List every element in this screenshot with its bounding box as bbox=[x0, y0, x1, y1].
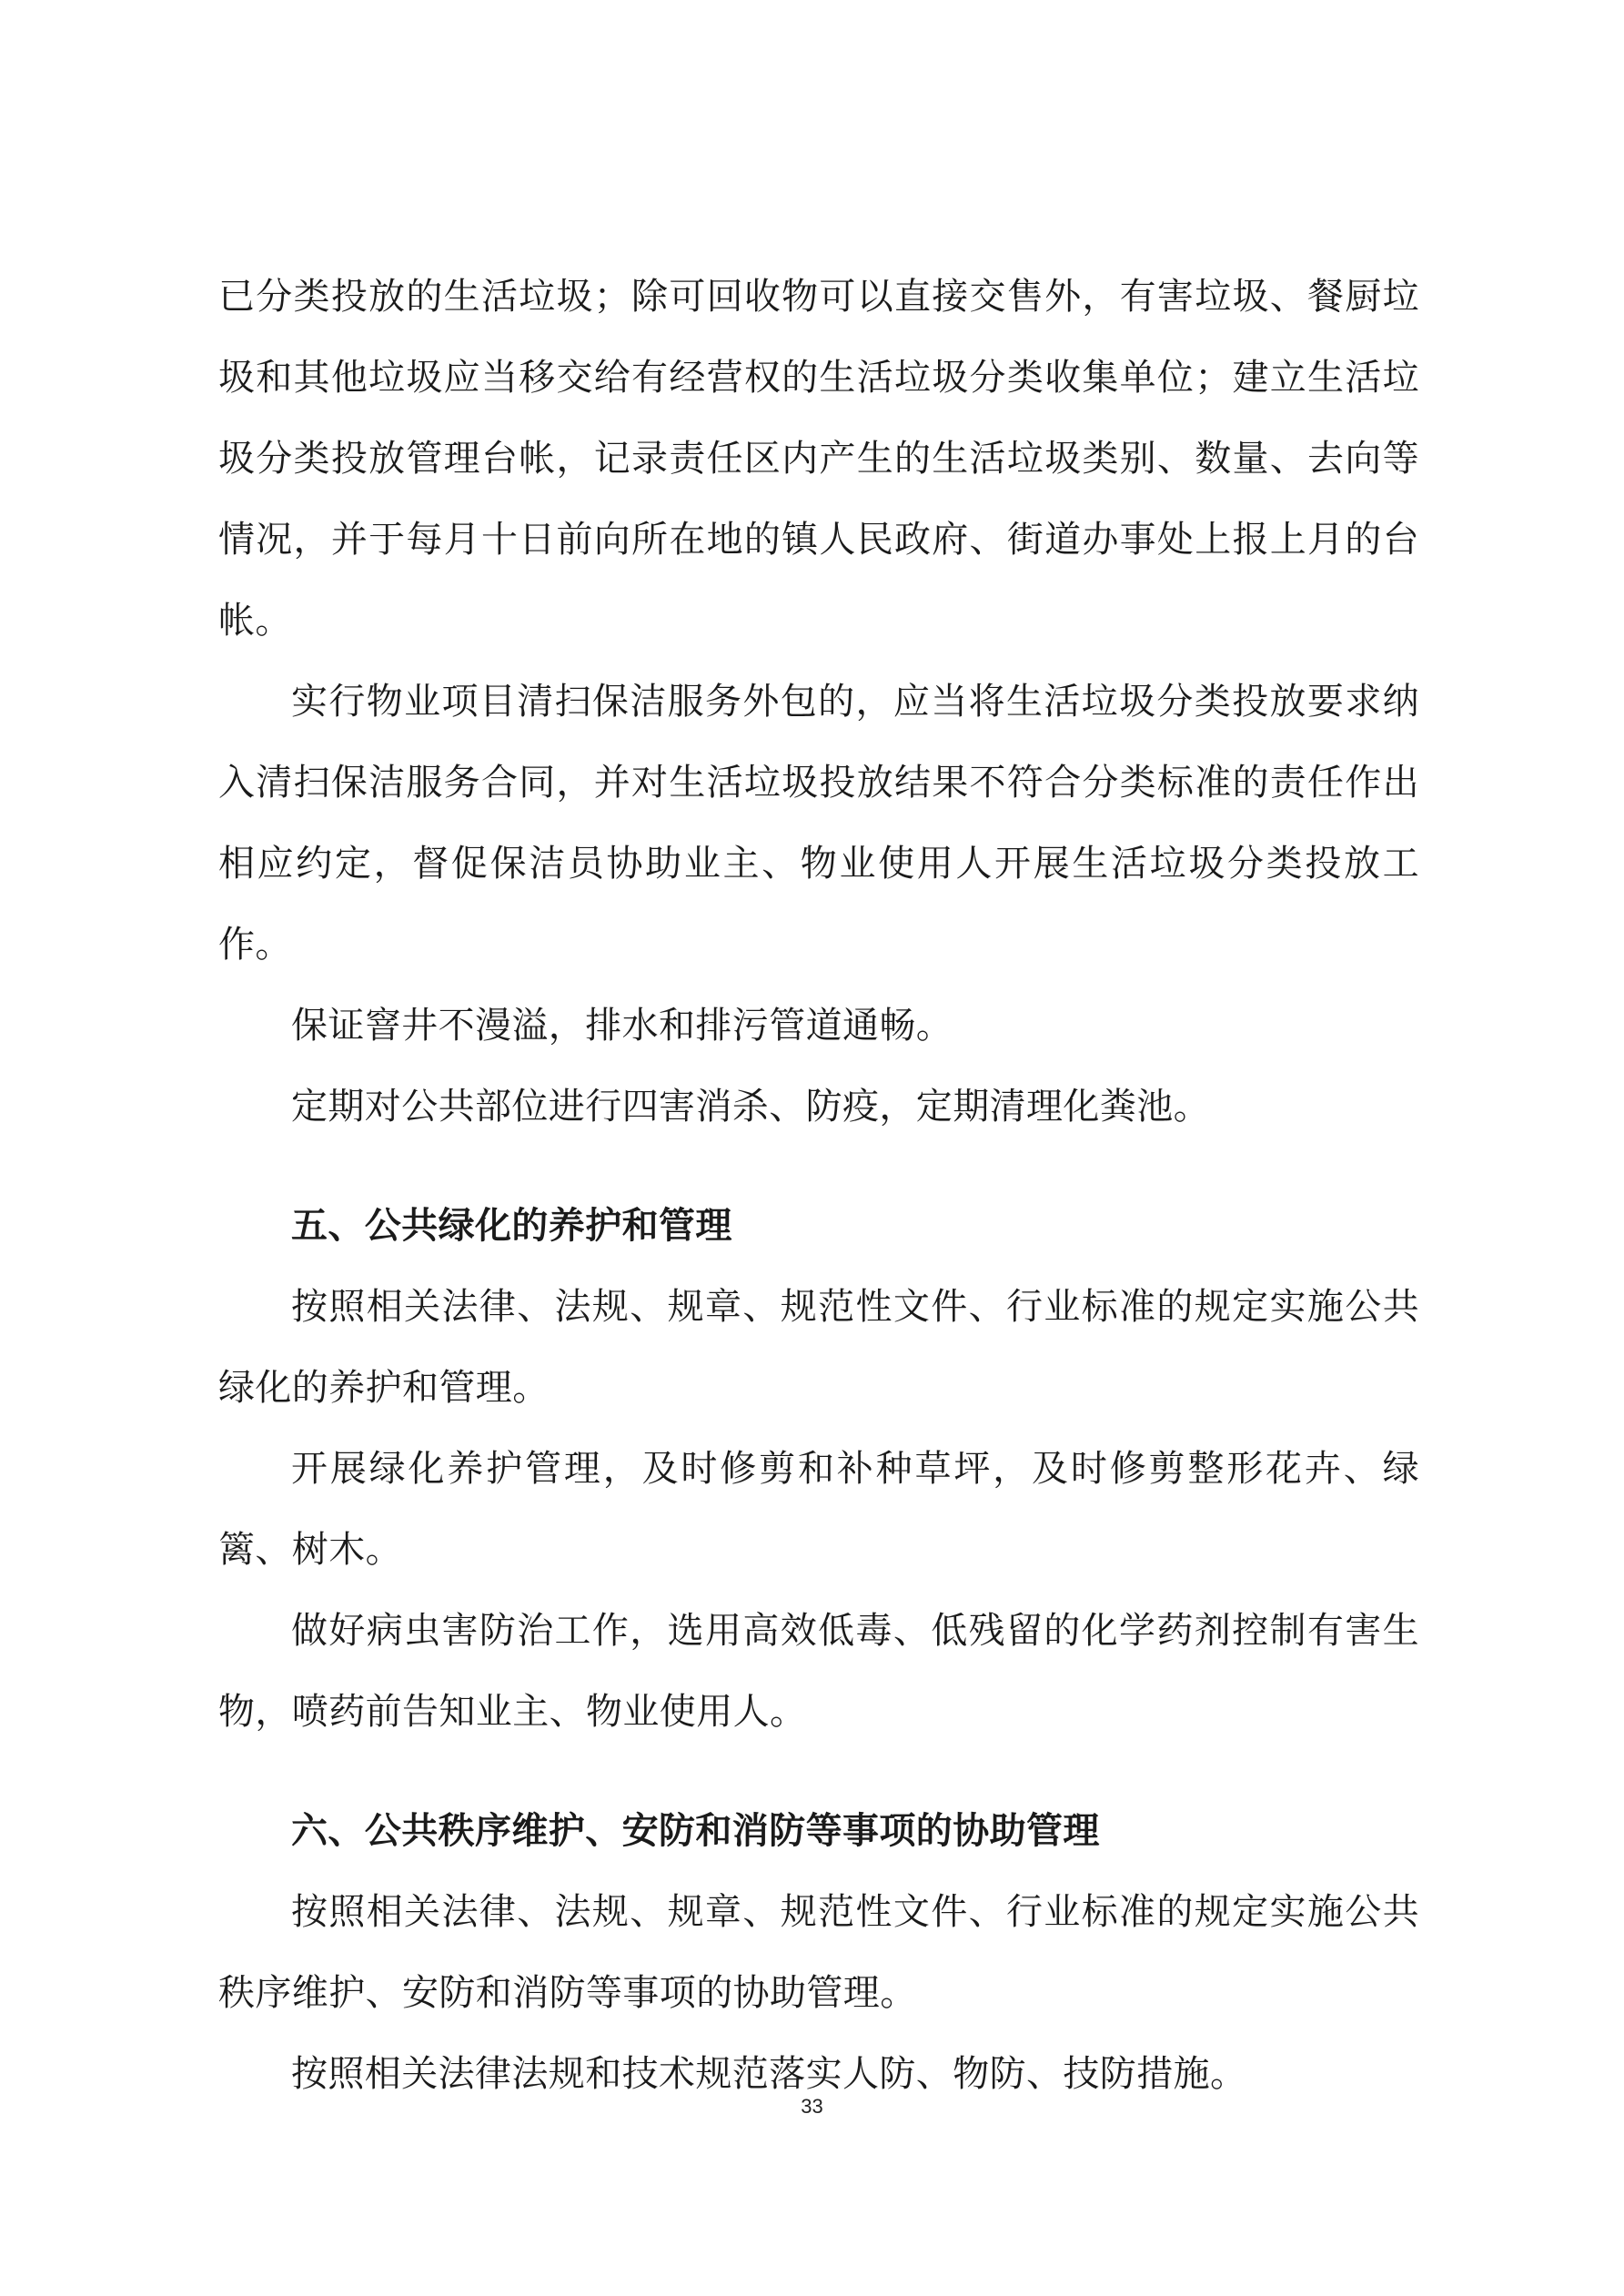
paragraph-greening-regulations: 按照相关法律、法规、规章、规范性文件、行业标准的规定实施公共绿化的养护和管理。 bbox=[218, 1286, 1419, 1409]
paragraph-greening-maintenance: 开展绿化养护管理，及时修剪和补种草坪，及时修剪整形花卉、绿篱、树木。 bbox=[218, 1448, 1419, 1571]
section-spacer bbox=[218, 1148, 1419, 1186]
document-body bbox=[218, 257, 1419, 2115]
section-heading-greening: 五、公共绿化的养护和管理 bbox=[291, 1205, 732, 1247]
paragraph-drainage: 保证窨井不漫溢，排水和排污管道通畅。 bbox=[291, 1005, 953, 1047]
paragraph-cleaning-outsourcing: 实行物业项目清扫保洁服务外包的，应当将生活垃圾分类投放要求纳入清扫保洁服务合同，并对生活垃圾投放结果不符合分类标准的责任作出相应约定，督促保洁员协助业主、物业使用人开展生活垃圾分类投放工作。 bbox=[218, 681, 1419, 966]
paragraph-pest-control: 定期对公共部位进行四害消杀、防疫，定期清理化粪池。 bbox=[291, 1086, 1210, 1128]
paragraph-pest-prevention: 做好病虫害防治工作，选用高效低毒、低残留的化学药剂控制有害生物，喷药前告知业主、物业使用人。 bbox=[218, 1610, 1419, 1733]
page-number: 33 bbox=[801, 2095, 823, 2118]
section-heading-public-order: 六、公共秩序维护、安防和消防等事项的协助管理 bbox=[291, 1810, 1100, 1852]
paragraph-garbage-classification: 已分类投放的生活垃圾；除可回收物可以直接交售外，有害垃圾、餐厨垃圾和其他垃圾应当移交给有经营权的生活垃圾分类收集单位；建立生活垃圾分类投放管理台帐，记录责任区内产生的生活垃圾类别、数量、去向等情况，并于每月十日前向所在地的镇人民政府、街道办事处上报上月的台帐。 bbox=[218, 276, 1419, 642]
section-spacer bbox=[218, 1753, 1419, 1791]
paragraph-public-order-regulations: 按照相关法律、法规、规章、规范性文件、行业标准的规定实施公共秩序维护、安防和消防等事项的协助管理。 bbox=[218, 1891, 1419, 2014]
paragraph-security-measures: 按照相关法律法规和技术规范落实人防、物防、技防措施。 bbox=[291, 2053, 1247, 2095]
